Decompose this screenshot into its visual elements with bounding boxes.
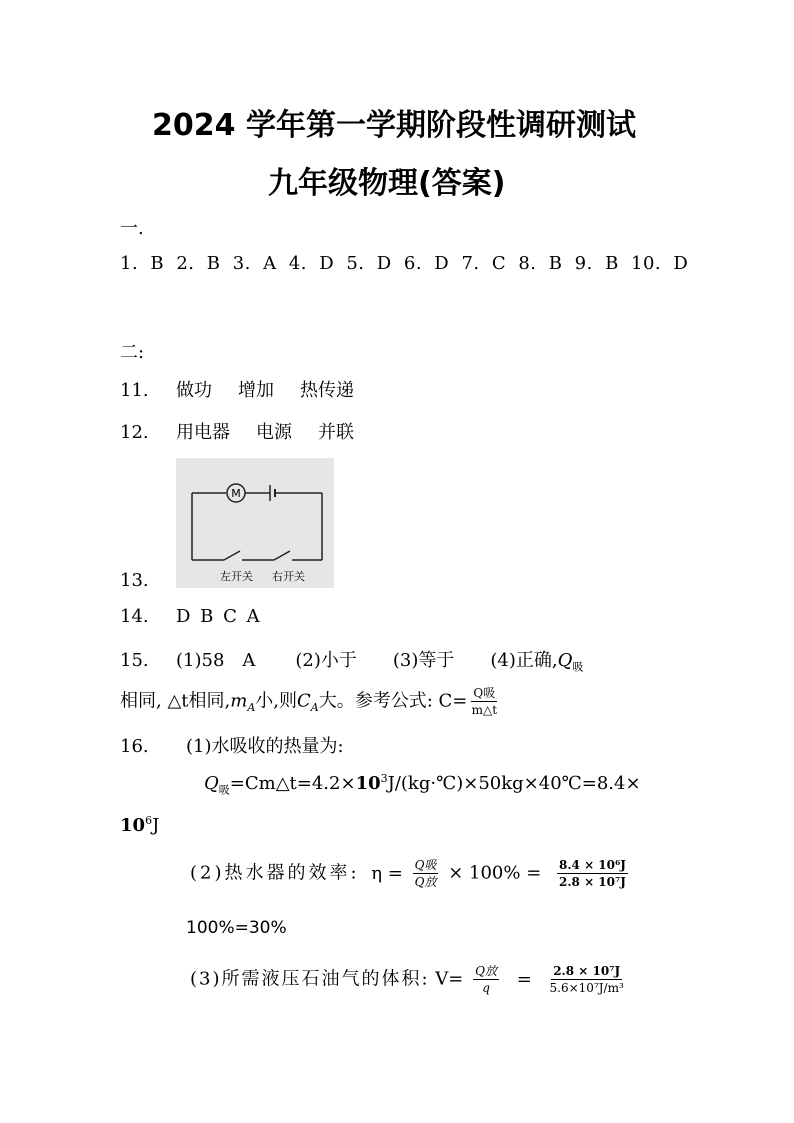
fraction-numerator: Q放	[475, 964, 497, 978]
equals-sign: =	[516, 968, 532, 990]
efficiency-value-fraction	[557, 858, 628, 889]
v-symbol: V=	[435, 968, 464, 990]
specific-heat-fraction	[471, 686, 497, 717]
circuit-drawing	[176, 458, 334, 588]
right-switch-icon	[274, 551, 290, 560]
volume-value-fraction	[550, 964, 624, 995]
question-13-number: 13.	[120, 570, 149, 591]
question-number: 14.	[120, 606, 149, 627]
text: J/(kg·℃)×50kg×40℃=8.4×	[387, 773, 641, 794]
volume-fraction	[473, 964, 499, 995]
text: 大。参考公式: C=	[318, 690, 468, 712]
section-2-label: 二:	[120, 342, 145, 363]
fraction-numerator: Q吸	[414, 858, 437, 872]
part-1: (1)58 A	[176, 650, 256, 671]
answer-text: 并联	[318, 422, 354, 443]
question-15-line-2	[120, 686, 501, 717]
question-number: 15.	[120, 650, 149, 671]
m-symbol: m	[230, 690, 248, 712]
text: × 100% =	[448, 862, 542, 884]
fraction-numerator: Q吸	[473, 686, 496, 700]
page-subtitle: 九年级物理(答案)	[268, 166, 506, 201]
power-base: 10	[355, 773, 381, 794]
section-1-label: 一.	[120, 218, 144, 239]
text: 小,则	[255, 690, 298, 712]
question-number: 12.	[120, 422, 149, 443]
part-3-text: (3)所需液压石油气的体积:	[190, 968, 430, 990]
efficiency-result: 100%=30%	[186, 918, 287, 938]
fraction-denominator: 5.6×10⁷J/m³	[549, 981, 624, 995]
fraction-denominator: m△t	[471, 703, 498, 717]
fraction-denominator: 2.8 × 10⁷J	[559, 875, 626, 889]
circuit-diagram	[176, 458, 334, 588]
answer-text: 电源	[256, 422, 292, 443]
m-subscript: A	[247, 701, 256, 715]
fraction-numerator: 2.8 × 10⁷J	[553, 964, 621, 978]
text: 相同, △t相同,	[120, 690, 231, 712]
question-number: 16.	[120, 736, 149, 757]
left-switch-label: 左开关	[220, 570, 253, 583]
answer-text: D B C A	[176, 606, 260, 627]
text: =Cm△t=4.2×	[229, 773, 356, 794]
question-12	[120, 418, 354, 444]
question-16-part-2	[190, 858, 632, 889]
unit: J	[152, 815, 160, 836]
question-14	[120, 606, 260, 627]
question-15-line-1	[120, 646, 583, 675]
section-1-answers: 1. B 2. B 3. A 4. D 5. D 6. D 7. C 8. B 9. B 10. D	[120, 253, 689, 274]
question-number: 11.	[120, 380, 149, 401]
answer-text: 用电器	[176, 422, 230, 443]
page-title: 2024 学年第一学期阶段性调研测试	[152, 108, 636, 143]
c-subscript: A	[310, 701, 319, 715]
part-2: (2)小于	[295, 650, 357, 671]
answer-text: 热传递	[300, 380, 354, 401]
q-symbol: Q	[204, 773, 219, 794]
fraction-denominator: Q放	[414, 875, 437, 889]
heat-formula	[204, 772, 641, 798]
part-3: (3)等于	[392, 650, 455, 671]
question-16-part-1	[120, 732, 344, 758]
heat-formula-continued	[120, 814, 159, 836]
power-exponent: 3	[380, 772, 388, 785]
efficiency-fraction	[413, 858, 439, 889]
answer-text: 做功	[176, 380, 212, 401]
part-1-text: (1)水吸收的热量为:	[186, 736, 344, 757]
q-subscript: 吸	[572, 660, 584, 674]
power-exponent: 6	[145, 814, 153, 827]
q-symbol: Q	[557, 650, 573, 671]
question-16-part-3	[190, 964, 628, 995]
motor-label: M	[231, 487, 241, 500]
q-subscript: 吸	[218, 783, 230, 797]
answer-text: 增加	[238, 380, 274, 401]
question-11	[120, 376, 354, 402]
left-switch-icon	[224, 551, 240, 560]
eta-symbol: η =	[371, 862, 403, 884]
power-base: 10	[120, 815, 146, 836]
c-symbol: C	[297, 690, 311, 712]
part-4: (4)正确,	[490, 650, 558, 671]
fraction-numerator: 8.4 × 10⁶J	[559, 858, 626, 872]
fraction-denominator: q	[482, 981, 490, 995]
part-2-text: (2)热水器的效率:	[190, 862, 360, 884]
right-switch-label: 右开关	[272, 570, 305, 583]
